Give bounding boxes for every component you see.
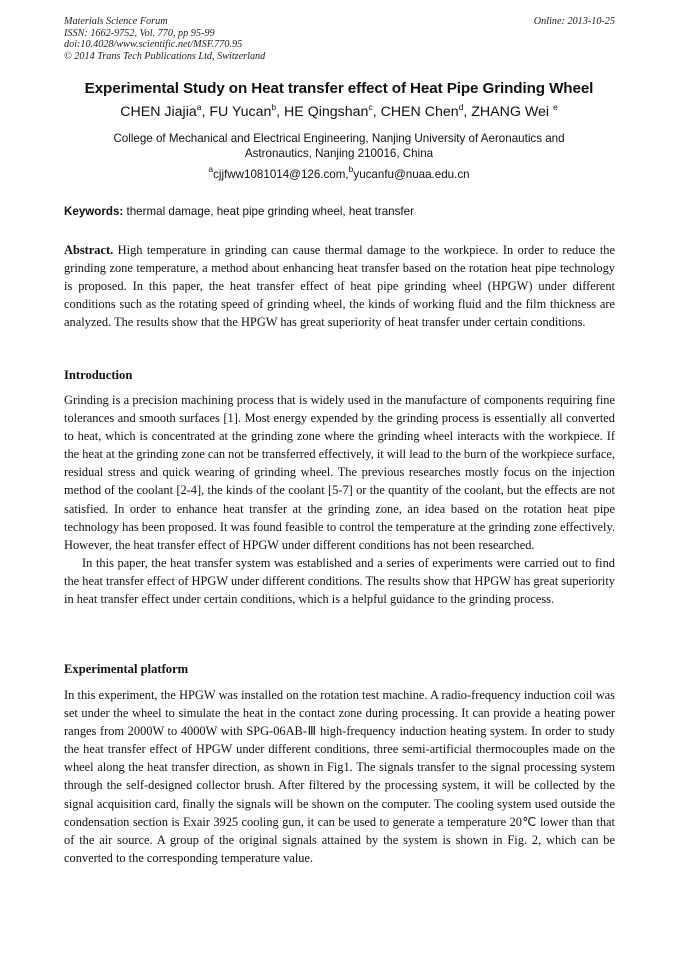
paper-title: Experimental Study on Heat transfer effect of Heat Pipe Grinding Wheel xyxy=(84,80,594,97)
abstract-text: High temperature in grinding can cause thermal damage to the workpiece. In order to reduce the grinding zone temperature, a method about enhancing heat transfer based on the rotation heat pipe technology is proposed. In this paper, the heat transfer effect of heat pipe grinding wheel (HPGW) under different conditions such as the rotating speed of grinding wheel, the kinds of working fluid and the film thickness are analyzed. The results show that the HPGW has great superiority of heat transfer under certain conditions. xyxy=(64,243,615,330)
author-name: FU Yucan xyxy=(209,104,272,120)
email-mark: a xyxy=(208,164,214,174)
author-name: HE Qingshan xyxy=(284,104,369,120)
author-mark: e xyxy=(553,102,558,112)
abstract xyxy=(64,241,615,331)
section-heading-experimental: Experimental platform xyxy=(64,662,189,676)
online-date: Online: 2013-10-25 xyxy=(533,16,615,27)
email-address[interactable]: cjjfww1081014@126.com xyxy=(213,168,346,181)
introduction-body xyxy=(64,391,615,608)
keywords-text: thermal damage, heat pipe grinding wheel, heat transfer xyxy=(123,205,414,218)
paragraph: In this paper, the heat transfer system was established and a series of experiments were carried out to find the heat transfer effect of HPGW under different conditions. The results show that HPGW has great superiority in heat transfer effect under certain conditions, which is a helpful guidance to the grinding process. xyxy=(64,555,615,607)
abstract-label: Abstract. xyxy=(64,243,114,257)
author-mark: a xyxy=(196,102,202,112)
experimental-body xyxy=(64,686,615,867)
author-mark: c xyxy=(368,102,373,112)
email-mark: b xyxy=(348,164,354,174)
author-name: ZHANG Wei xyxy=(471,104,550,120)
affiliation: College of Mechanical and Electrical Engineering, Nanjing University of Aeronautics and Astronautics, Nanjing 210016, China xyxy=(113,132,565,160)
journal-name: Materials Science Forum xyxy=(64,16,168,27)
doi-line: doi:10.4028/www.scientific.net/MSF.770.95 xyxy=(64,39,243,51)
author-list: CHEN Jiajia$^a$, FU Yucan$^b$, HE Qingshan$^c$, CHEN Chen$^d$, ZHANG Wei $^e$ xyxy=(120,102,558,120)
email-address[interactable]: yucanfu@nuaa.edu.cn xyxy=(353,168,470,181)
copyright-line: © 2014 Trans Tech Publications Ltd, Switzerland xyxy=(64,50,266,62)
author-mark: d xyxy=(458,102,464,112)
author-name: CHEN Jiajia xyxy=(120,104,197,120)
author-mark: b xyxy=(271,102,277,112)
journal-header xyxy=(64,16,615,62)
issn-line: ISSN: 1662-9752, Vol. 770, pp 95-99 xyxy=(64,27,215,39)
author-name: CHEN Chen xyxy=(380,104,459,120)
section-heading-introduction: Introduction xyxy=(64,368,133,382)
email-separator: , xyxy=(345,168,349,181)
keywords xyxy=(64,205,615,218)
keywords-label: Keywords: xyxy=(64,205,124,218)
email-line xyxy=(0,164,678,181)
paragraph: In this experiment, the HPGW was installed on the rotation test machine. A radio-frequency induction coil was set under the wheel to simulate the heat in the contact zone during processing. It can provide a heating power ranges from 2000W to 4000W with SPG-06AB-Ⅲ high-frequency induction heating system. In order to study the heat transfer effect of HPGW under different conditions, three semi-artificial thermocouples made on the wheel along the heat transfer direction, as shown in Fig1. The signals transfer to the signal processing system through the self-designed collector brush. After filtered by the processing system, it will be collected by the signal acquisition card, finally the signals will be shown on the computer. The cooling system used outside the condensation section is Exair 3925 cooling gun, it can be used to generate a temperature 20℃ lower than that of the air source. A group of the original signals attained by the system is shown in Fig. 2, which can be converted to the corresponding temperature value. xyxy=(64,688,615,865)
paragraph: Grinding is a precision machining process that is widely used in the manufacture of components requiring fine tolerances and smooth surfaces [1]. Most energy expended by the grinding process is essentially all converted to heat, which is concentrated at the grinding zone where the grinding wheel interacts with the workpiece. If the heat at the grinding zone can not be transferred effectively, it will lead to the burn of the workpiece surface, residual stress and quick wearing of grinding wheel. The previous researches mostly focus on the injection method of the coolant [2-4], the kinds of the coolant [5-7] or the quantity of the coolant, but the effects are not satisfied. In order to enhance heat transfer at the grinding zone, an idea based on the rotation heat pipe technology has been proposed. It was found feasible to control the temperature at the grinding zone effectively. However, the heat transfer effect of HPGW under different conditions has not been researched. xyxy=(64,393,615,552)
